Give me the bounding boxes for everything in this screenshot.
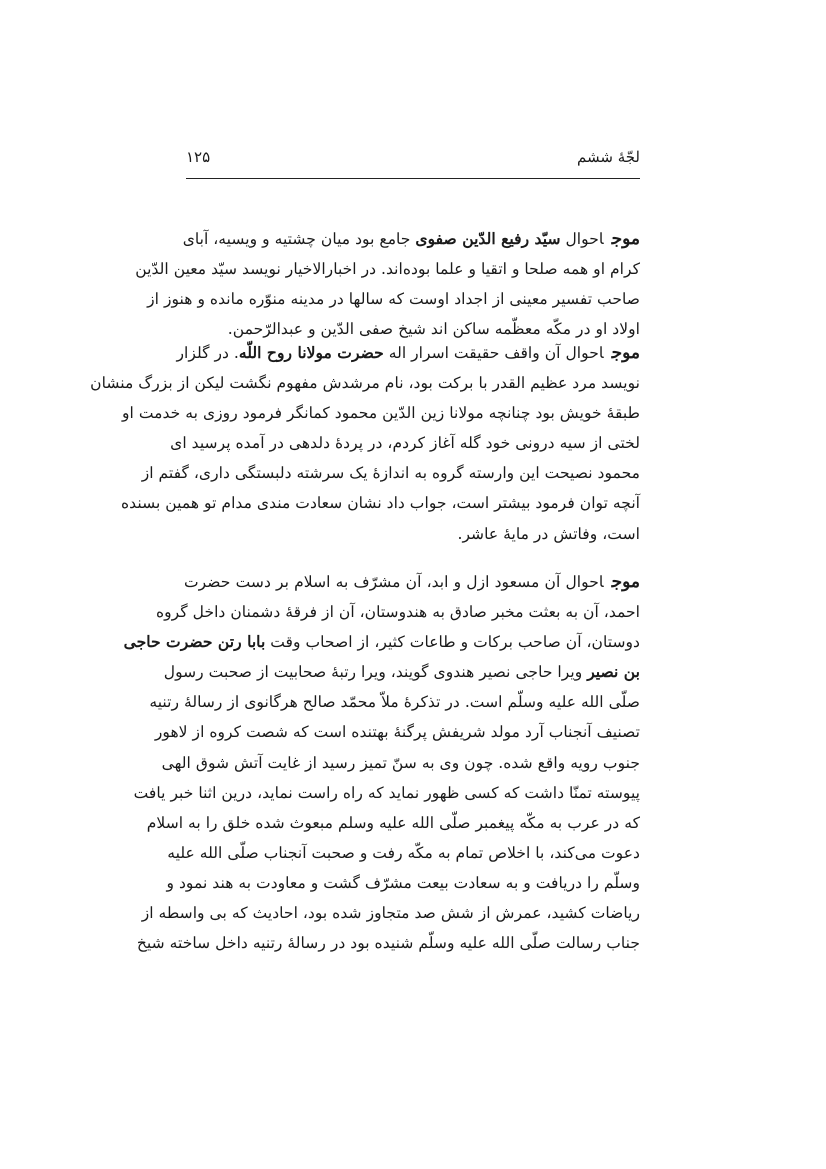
text-line [146, 808, 640, 838]
text-line [147, 284, 640, 314]
text-run: اولاد او در مکّه معظّمه ساکن اند شیخ صفی الدّین و عبدالرّحمن. [227, 320, 640, 339]
text-line [163, 657, 640, 687]
text-run: پیوسته تمنّا داشت که کسی ظهور نماید که راه راست نماید، درین اثنا خبر یافت [133, 783, 640, 802]
text-line [141, 458, 640, 488]
text-run: ریاضات کشید، عمرش از شش صد متجاوز شده بود، احادیث که بی واسطه از [141, 904, 640, 923]
paragraph-1 [135, 224, 640, 344]
text-line [155, 597, 640, 627]
section-keyword: موج [611, 229, 640, 249]
bold-name: بابا رتن حضرت حاجی [123, 632, 266, 652]
text-run: احوال آن واقف حقیقت اسرار اله [383, 344, 604, 362]
text-line [170, 428, 640, 458]
text-run: محمود نصیحت این وارسته گروه به اندازهٔ یک سرشته دلبستگی داری، گفتم از [141, 464, 640, 483]
bold-name: حضرت مولانا روح اللّه [238, 343, 384, 362]
text-line [184, 567, 640, 597]
text-line [122, 398, 640, 428]
text-run: وسلّم را دریافت و به سعادت بیعت مشرّف گشت و معاودت به هند نمود و [166, 873, 640, 892]
header-rule [186, 178, 640, 179]
text-run: آنچه توان فرمود بیشتر است، جواب داد نشان سعادت مندی مدام تو همین بسنده [121, 494, 640, 513]
text-run: لختی از سیه درونی خود گله آغاز کردم، در پردهٔ دلدهی در آمده پرسید ای [170, 434, 640, 453]
text-run: ویرا حاجی نصیر هندوی گویند، ویرا رتبهٔ صحابیت از صحبت رسول [163, 663, 588, 682]
text-line [90, 368, 640, 398]
text-line [136, 928, 640, 958]
text-run: نویسد مرد عظیم القدر با برکت بود، نام مرشدش مفهوم نگشت لیکن از بزرگ منشان [90, 374, 640, 393]
text-run: احمد، آن به بعثت مخبر صادق به هندوستان، آن از فرقهٔ دشمنان داخل گروه [155, 603, 640, 622]
section-keyword: موج [611, 343, 640, 363]
text-run: طبقهٔ خویش بود چنانچه مولانا زین الدّین محمود کمانگر فرمود روزی به خدمت او [122, 404, 640, 423]
paragraph-2 [90, 338, 640, 549]
text-line [135, 254, 640, 284]
text-line [154, 717, 640, 747]
text-run: دوستان، آن صاحب برکات و طاعات کثیر، از اصحاب وقت [265, 633, 640, 652]
running-header [186, 148, 640, 178]
text-line [184, 224, 640, 254]
bold-name: سیّد رفیع الدّین صفوی [415, 229, 561, 248]
section-keyword: موج [611, 572, 640, 592]
text-run: دعوت می‌کند، با اخلاص تمام به مکّه رفت و صحبت آنجناب صلّی الله علیه [167, 843, 640, 862]
text-line [133, 778, 640, 808]
text-run: است، وفاتش در مایهٔ عاشر. [457, 524, 640, 543]
chapter-title: لجّهٔ ششم [577, 148, 640, 166]
text-run: جنوب رویه واقع شده. چون وی به سنّ تمیز رسید از غایت آتش شوق الهی [161, 753, 640, 772]
text-run: جناب رسالت صلّی الله علیه وسلّم شنیده بود در رسالهٔ رتنیه داخل ساخته شیخ [136, 934, 640, 953]
text-line [141, 898, 640, 928]
text-run: صلّی الله علیه وسلّم است. در تذکرهٔ ملاّ محمّد صالح هرگانوی از رسالهٔ رتنیه [149, 693, 640, 712]
text-line [123, 627, 640, 657]
text-line [167, 838, 640, 868]
text-run: که در عرب به مکّه پیغمبر صلّی الله علیه وسلم مبعوث شده خلق را به اسلام [146, 813, 640, 832]
bold-name: بن نصیر [587, 662, 640, 682]
text-run: احوال [560, 230, 604, 248]
text-run: احوال آن مسعود ازل و ابد، آن مشرّف به اسلام بر دست حضرت [184, 573, 604, 591]
text-line [176, 338, 640, 368]
text-run: صاحب تفسیر معینی از اجداد اوست که سالها در مدینه منوّره مانده و هنوز از [147, 290, 640, 309]
text-line [166, 868, 640, 898]
text-line [121, 488, 640, 518]
text-run: . در گلزار [176, 344, 239, 362]
text-line [149, 687, 640, 717]
page-number: ۱۲۵ [186, 148, 211, 166]
text-run: کرام او همه صلحا و اتقیا و علما بوده‌اند. در اخبارالاخیار نویسد سیّد معین الدّین [135, 260, 640, 279]
text-run: تصنیف آنجناب آرد مولد شریفش پرگنهٔ بهتنده است که شصت کروه از لاهور [154, 723, 640, 742]
text-run: جامع بود میان چشتیه و ویسیه، آبای [182, 230, 416, 248]
text-line [161, 748, 640, 778]
paragraph-3 [123, 567, 640, 958]
text-line [184, 519, 640, 549]
